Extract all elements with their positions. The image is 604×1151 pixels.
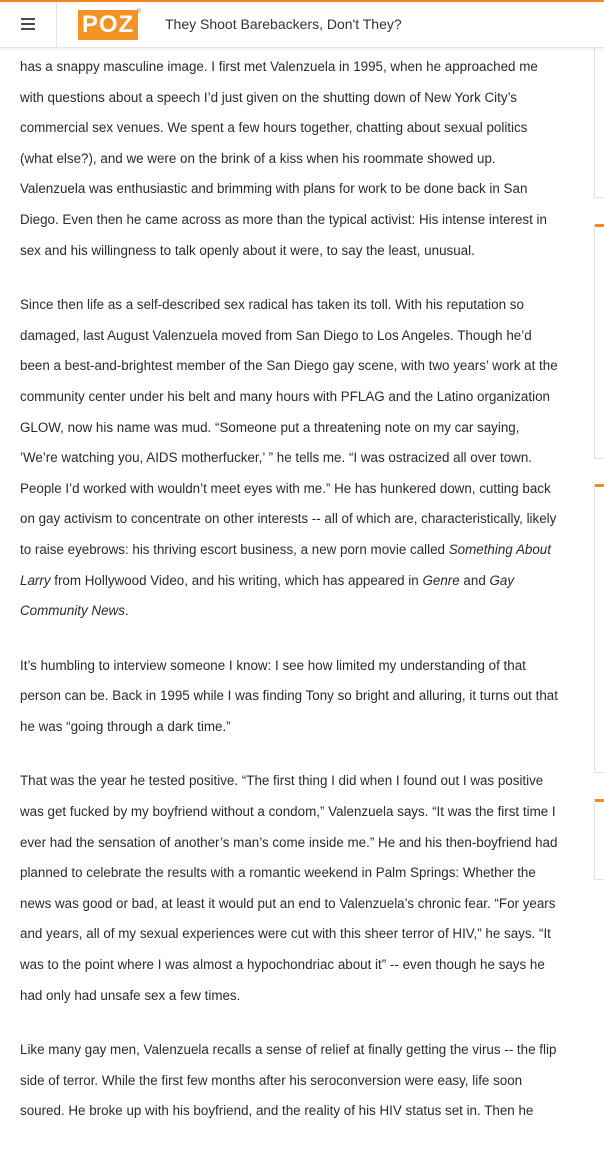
page-title: They Shoot Barebackers, Don't They?: [165, 16, 402, 32]
article-paragraph-3: It’s humbling to interview someone I know: I see how limited my understanding of that person can be. Back in 1995 while I was finding Tony so bright and alluring, it turns out that he was “going through a dark time.”: [20, 657, 558, 734]
card-accent: [595, 799, 604, 802]
movie-title: Something About Larry: [20, 541, 551, 588]
logo-text: POZ: [81, 11, 135, 38]
article-paragraph-4: That was the year he tested positive. “The first thing I did when I found out I was positive was get fucked by my boyfriend without a condom,” Valenzuela says. “It was the first time I ever had the sensation of another’s man’s come inside me.” He and his then-boyfriend had planned to celebrate the results with a romantic weekend in Palm Springs: Whether the news was good or bad, at least it would put an end to Valenzuela’s chronic fear. “For years and years, all of my sexual experiences were cut with this sheer terror of HIV,” he says. “It was to the point where I was almost a hypochondriac about it” -- even though he says he had only had unsafe sex a few times.: [20, 773, 558, 1003]
publication-gcn: Gay Community News: [20, 572, 515, 619]
article-body: [20, 52, 560, 1151]
sidebar-card-1[interactable]: [594, 47, 604, 198]
sidebar-card-4[interactable]: [594, 799, 604, 880]
card-accent: [595, 224, 604, 227]
sidebar-card-3[interactable]: [594, 484, 604, 773]
sidebar-card-2[interactable]: [594, 224, 604, 459]
menu-button[interactable]: [0, 2, 57, 47]
trademark-mark: ®: [137, 9, 142, 15]
publication-genre: Genre: [422, 572, 460, 588]
article-paragraph-5: Like many gay men, Valenzuela recalls a sense of relief at finally getting the virus -- the flip side of terror. While the first few months after his seroconversion were easy, life soon soured. He broke up with his boyfriend, and the reality of his HIV status set in. Then he: [20, 1042, 557, 1119]
poz-logo[interactable]: [78, 10, 138, 40]
article-paragraph-2: Since then life as a self-described sex radical has taken its toll. With his reputation so damaged, last August Valenzuela moved from San Diego to Los Angeles. Though he’d been a best-and-brightest member of the San Diego gay scene, with two years’ work at the community center under his belt and many hours with PFLAG and the Latino organization GLOW, now his name was mud. “Someone put a threatening note on my car saying, ’We’re watching you, AIDS motherfucker,’ ” he tells me. “I was ostracized all over town. People I’d worked with wouldn’t meet eyes with me.” He has hunkered down, cutting back on gay activism to concentrate on other interests -- all of which are, characteristically, likely to raise eyebrows: his thriving escort business, a new porn movie called Something About Larry from Hollywood Video, and his writing, which has appeared in Genre and Gay Community News.: [20, 297, 558, 619]
site-header: [0, 2, 604, 48]
article-paragraph-1: has a snappy masculine image. I first met Valenzuela in 1995, when he approached me with questions about a speech I’d just given on the shutting down of New York City’s commercial sex venues. We spent a few hours together, chatting about sexual politics (what else?), and we were on the brink of a kiss when his roommate showed up. Valenzuela was enthusiastic and brimming with plans for work to be done back in San Diego. Even then he came across as more than the typical activist: His intense interest in sex and his willingness to talk openly about it were, to say the least, unusual.: [20, 59, 547, 258]
card-accent: [595, 484, 604, 487]
